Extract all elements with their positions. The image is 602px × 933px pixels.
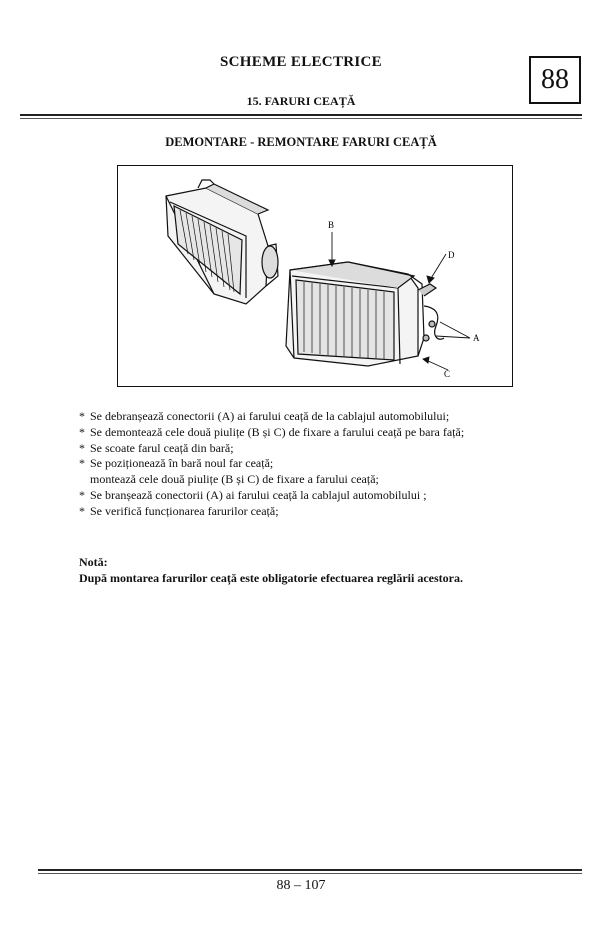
- header-divider-thin: [20, 118, 582, 119]
- section-number-badge: 88: [529, 56, 581, 104]
- step-text: Se verifică funcționarea farurilor ceață;: [90, 503, 279, 518]
- page-header-title: SCHEME ELECTRICE: [220, 54, 382, 70]
- note-label: Notă:: [79, 555, 108, 569]
- step-item: [79, 409, 579, 425]
- step-item: [79, 488, 579, 504]
- step-text: montează cele două piulițe (B și C) de fixare a farului ceață;: [90, 472, 379, 487]
- step-bullet: *: [79, 424, 85, 439]
- step-text: Se branșează conectorii (A) ai farului ceață la cablajul automobilului ;: [90, 487, 427, 502]
- callout-label-b: B: [328, 220, 335, 230]
- step-text: Se scoate farul ceață din bară;: [90, 440, 234, 455]
- step-item: [79, 472, 579, 488]
- step-item: [79, 425, 579, 441]
- fog-lamp-left: [166, 180, 278, 304]
- step-bullet: *: [79, 409, 85, 423]
- step-bullet: *: [79, 487, 85, 502]
- fog-lamp-illustration: [117, 165, 513, 387]
- step-text: Se debranșează conectorii (A) ai farului ceață de la cablajul automobilului;: [90, 409, 450, 423]
- callout-label-a: A: [473, 333, 480, 343]
- callout-label-d: D: [448, 250, 455, 260]
- step-text: Se poziționează în bară noul far ceață;: [90, 456, 274, 471]
- page-number: 88 – 107: [276, 878, 326, 893]
- step-bullet: *: [79, 456, 85, 471]
- header-divider: [20, 114, 582, 116]
- step-bullet: *: [79, 503, 85, 518]
- footer-divider: [38, 869, 582, 871]
- section-title: 15. FARURI CEAȚĂ: [246, 94, 356, 108]
- fog-lamp-drawing: [118, 166, 514, 388]
- note-text: După montarea farurilor ceață este obligatorie efectuarea reglării acestora.: [79, 571, 463, 585]
- procedure-steps: [79, 409, 579, 520]
- step-text: Se demontează cele două piulițe (B și C) de fixare a farului ceață pe bara față;: [90, 424, 465, 439]
- step-item: [79, 441, 579, 457]
- footer-divider-thin: [38, 873, 582, 874]
- fog-lamp-right: [286, 262, 444, 366]
- procedure-title: DEMONTARE - REMONTARE FARURI CEAȚĂ: [165, 135, 437, 149]
- callout-label-c: C: [444, 369, 451, 379]
- step-bullet: *: [79, 440, 85, 455]
- step-item: [79, 504, 579, 520]
- step-item: [79, 456, 579, 472]
